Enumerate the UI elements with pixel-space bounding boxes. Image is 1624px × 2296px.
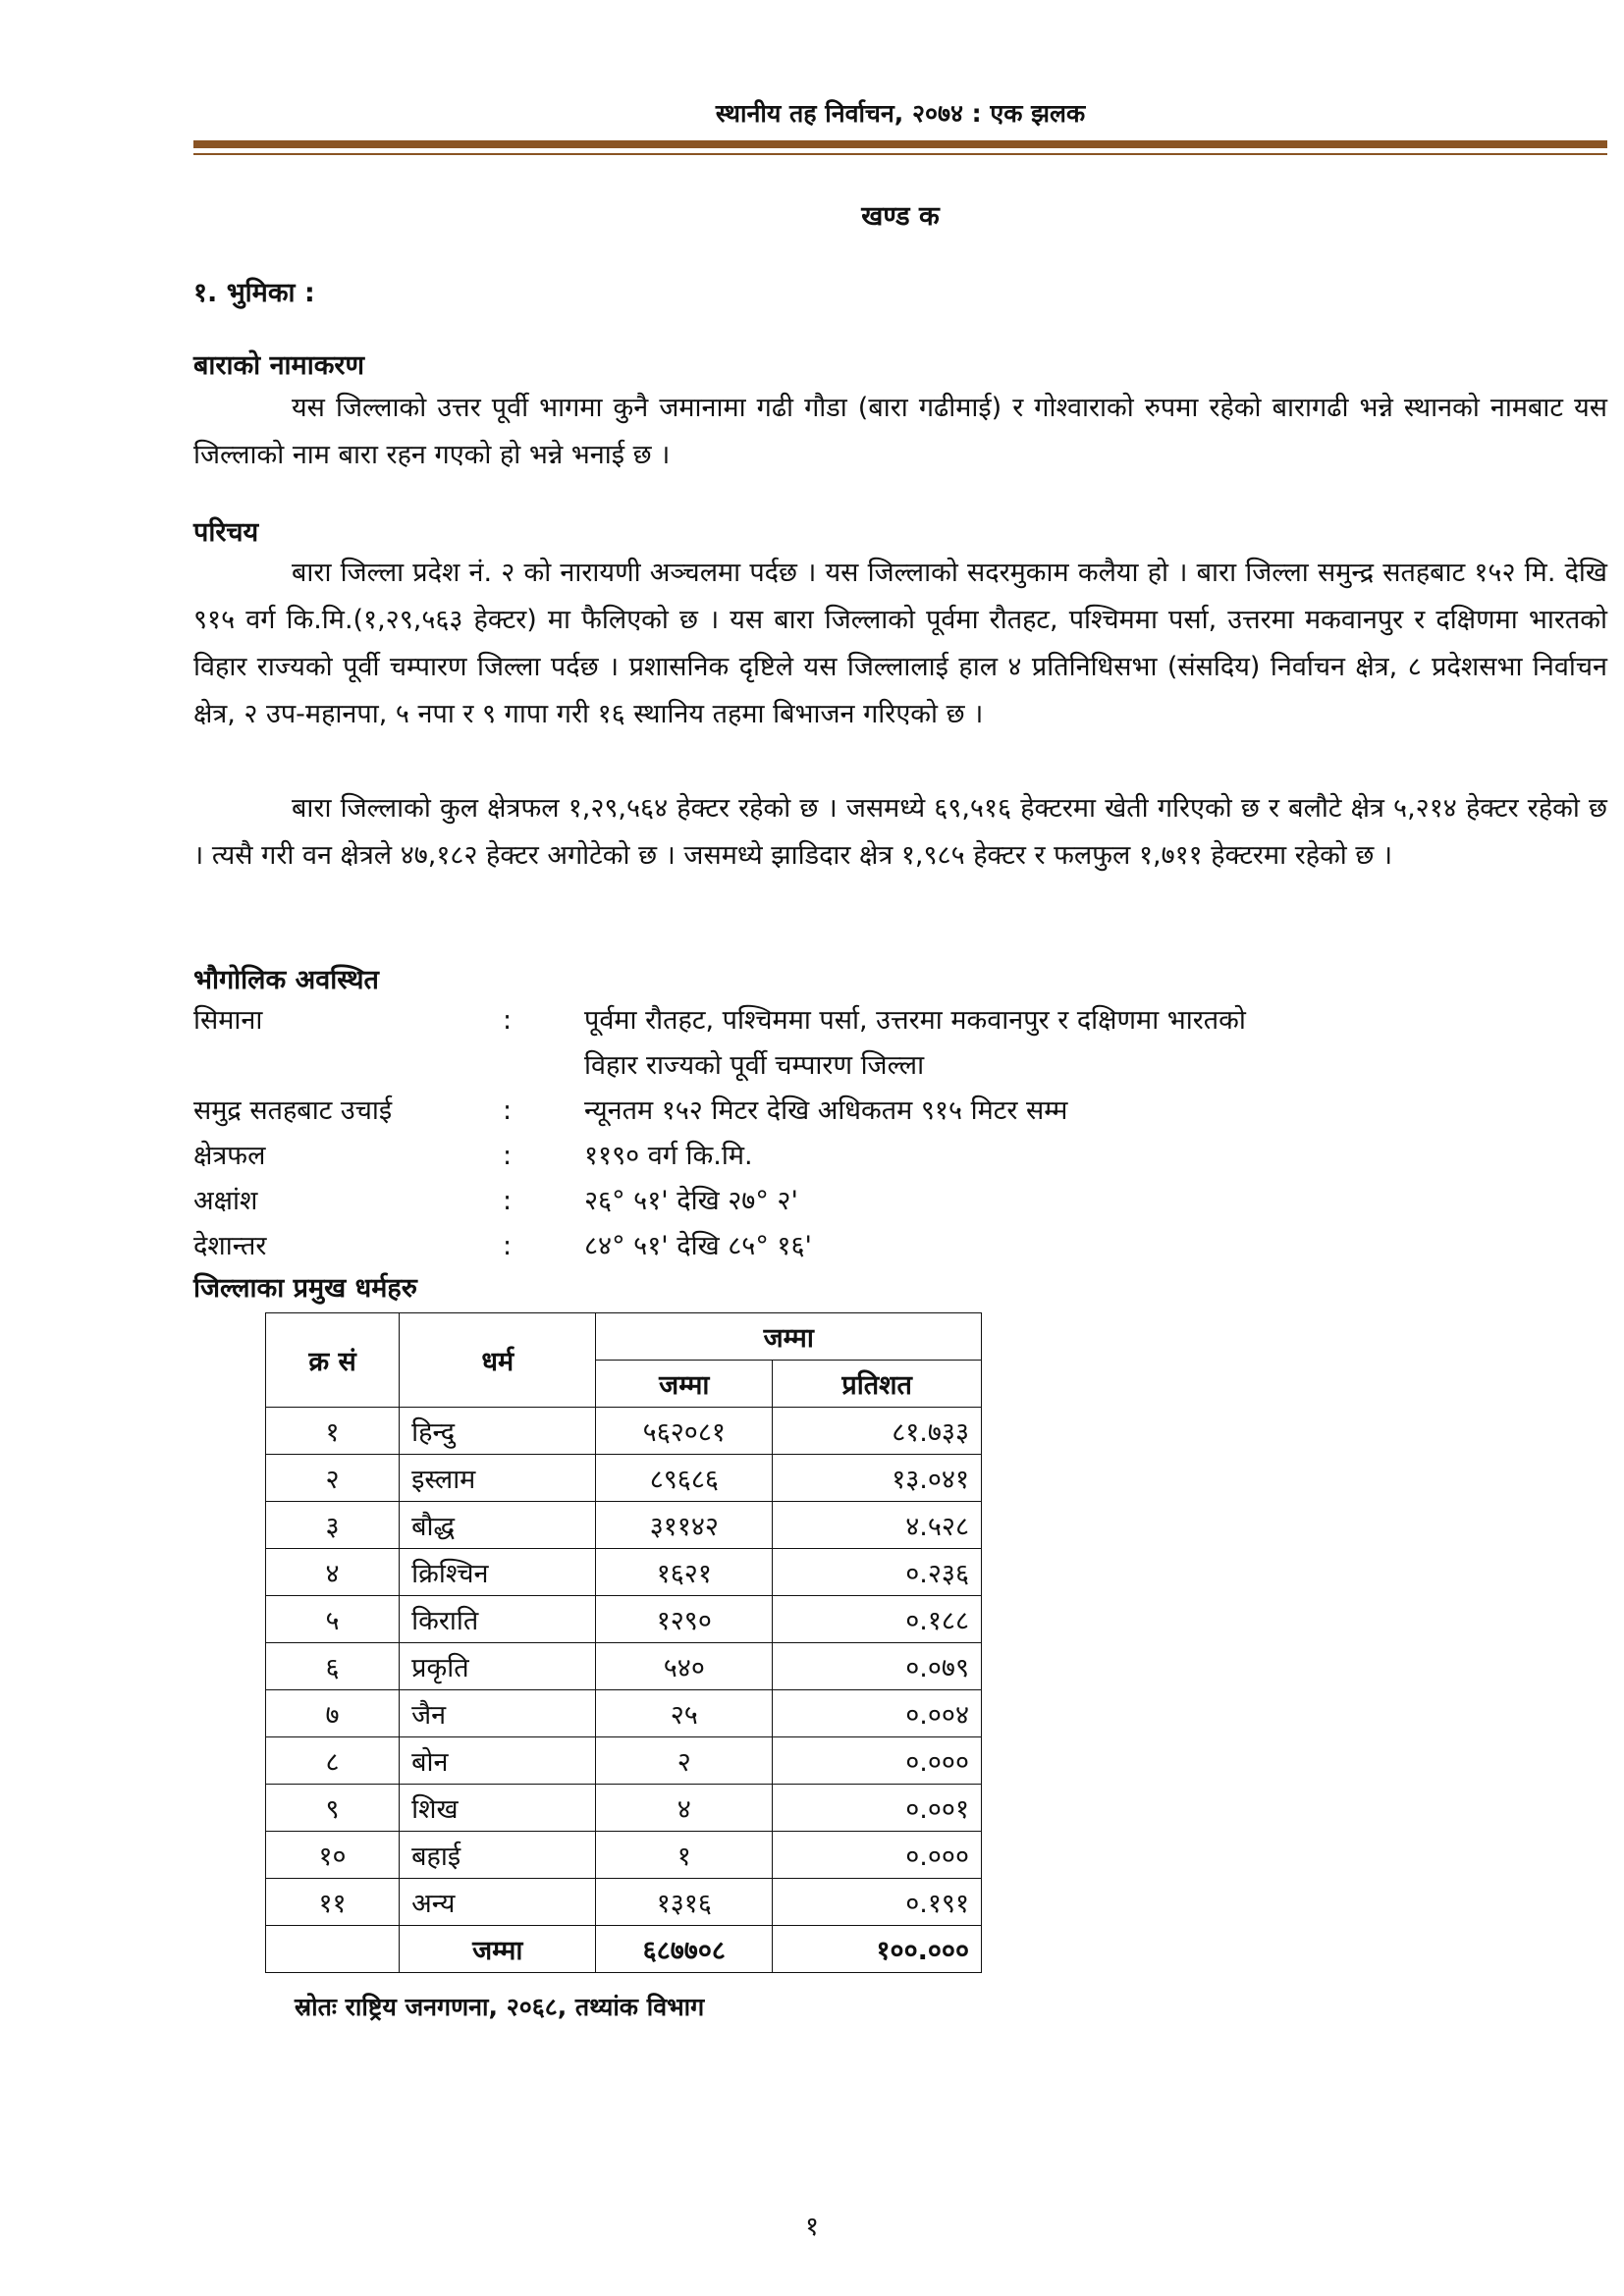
cell-total: १२९० (596, 1596, 773, 1643)
column-header-total: जम्मा (596, 1361, 773, 1408)
cell-total: ८९६८६ (596, 1455, 773, 1502)
cell-percent: १३.०४१ (773, 1455, 982, 1502)
cell-sn: ५ (266, 1596, 400, 1643)
cell-total: २ (596, 1737, 773, 1785)
cell-religion: शिख (400, 1785, 596, 1832)
cell-percent: ४.५२८ (773, 1502, 982, 1549)
table-row (266, 1455, 982, 1502)
cell-percent: ०.००० (773, 1737, 982, 1785)
table-row (266, 1408, 982, 1455)
heading-intro: परिचय (193, 517, 259, 548)
geo-label: क्षेत्रफल (193, 1141, 266, 1171)
table-row (266, 1832, 982, 1879)
cell-total-label: जम्मा (400, 1926, 596, 1973)
table-total-row (266, 1926, 982, 1973)
cell-sn: २ (266, 1455, 400, 1502)
table-row (266, 1596, 982, 1643)
cell-religion: बोन (400, 1737, 596, 1785)
heading-naming: बाराको नामाकरण (193, 350, 364, 381)
cell-percent: ८१.७३३ (773, 1408, 982, 1455)
geo-label: देशान्तर (193, 1231, 267, 1261)
geo-value: विहार राज्यको पूर्वी चम्पारण जिल्ला (584, 1050, 925, 1081)
table-row (266, 1549, 982, 1596)
cell-total: ४ (596, 1785, 773, 1832)
cell-sn: ३ (266, 1502, 400, 1549)
geo-colon: : (503, 1095, 513, 1126)
geo-colon: : (503, 1141, 513, 1171)
paragraph-intro-2: बारा जिल्लाको कुल क्षेत्रफल १,२९,५६४ हेक्टर रहेको छ । जसमध्ये ६९,५१६ हेक्टरमा खेती गरिएको छ र बलौटे क्षेत्र ५,२१४ हेक्टर रहेको छ । त्यसै गरी वन क्षेत्रले ४७,१८२ हेक्टर अगोटेको छ । जसमध्ये झाडिदार क्षेत्र १,९८५ हेक्टर र फलफुल १,७११ हेक्टरमा रहेको छ । (193, 793, 1607, 871)
cell-percent: ०.१९१ (773, 1879, 982, 1926)
cell-total: ५४० (596, 1643, 773, 1690)
cell-sn: ९ (266, 1785, 400, 1832)
table-row (266, 1690, 982, 1737)
cell-percent: ०.१८८ (773, 1596, 982, 1643)
header-rule-thin (193, 153, 1607, 155)
cell-sn: ६ (266, 1643, 400, 1690)
cell-sn: १० (266, 1832, 400, 1879)
paragraph-naming: यस जिल्लाको उत्तर पूर्वी भागमा कुनै जमानामा गढी गौडा (बारा गढीमाई) र गोश्वाराको रुपमा रहेको बारागढी भन्ने स्थानको नामबाट यस जिल्लाको नाम बारा रहन गएको हो भन्ने भनाई छ । (193, 393, 1607, 470)
column-header-group: जम्मा (596, 1313, 982, 1361)
table-row (266, 1643, 982, 1690)
cell-total: १ (596, 1832, 773, 1879)
cell-percent: ०.००१ (773, 1785, 982, 1832)
geo-colon: : (503, 1186, 513, 1216)
header-rule (193, 140, 1607, 148)
cell-total: २५ (596, 1690, 773, 1737)
cell-religion: बौद्ध (400, 1502, 596, 1549)
cell-percent: ०.०७९ (773, 1643, 982, 1690)
section-title: खण्ड क (861, 201, 940, 232)
cell-percent: १००.००० (773, 1926, 982, 1973)
heading-introduction: १. भुमिका : (193, 278, 315, 308)
running-header: स्थानीय तह निर्वाचन, २०७४ : एक झलक (715, 99, 1086, 128)
table-row (266, 1737, 982, 1785)
column-header-percent: प्रतिशत (773, 1361, 982, 1408)
table-row (266, 1879, 982, 1926)
geo-value: पूर्वमा रौतहट, पश्चिममा पर्सा, उत्तरमा मकवानपुर र दक्षिणमा भारतको (584, 1005, 1246, 1036)
cell-religion: अन्य (400, 1879, 596, 1926)
column-header-sn: क्र सं (266, 1313, 400, 1408)
cell-total: १६२१ (596, 1549, 773, 1596)
heading-geography: भौगोलिक अवस्थित (193, 965, 379, 995)
geo-colon: : (503, 1005, 513, 1036)
cell-religion: इस्लाम (400, 1455, 596, 1502)
cell-sn-empty (266, 1926, 400, 1973)
religion-table (265, 1312, 982, 1973)
geo-value: ८४° ५१' देखि ८५° १६' (584, 1231, 812, 1261)
table-row (266, 1785, 982, 1832)
geo-label: सिमाना (193, 1005, 263, 1036)
cell-total: ३११४२ (596, 1502, 773, 1549)
table-row (266, 1502, 982, 1549)
cell-total: १३१६ (596, 1879, 773, 1926)
geo-colon: : (503, 1231, 513, 1261)
cell-percent: ०.२३६ (773, 1549, 982, 1596)
cell-religion: हिन्दु (400, 1408, 596, 1455)
heading-religions: जिल्लाका प्रमुख धर्महरु (193, 1273, 417, 1304)
cell-sn: १ (266, 1408, 400, 1455)
cell-total: ५६२०८१ (596, 1408, 773, 1455)
paragraph-intro-1: बारा जिल्ला प्रदेश नं. २ को नारायणी अञ्चलमा पर्दछ । यस जिल्लाको सदरमुकाम कलैया हो । बारा जिल्ला समुन्द्र सतहबाट १५२ मि. देखि ९१५ वर्ग कि.मि.(१,२९,५६३ हेक्टर) मा फैलिएको छ । यस बारा जिल्लाको पूर्वमा रौतहट, पश्चिममा पर्सा, उत्तरमा मकवानपुर र दक्षिणमा भारतको विहार राज्यको पूर्वी चम्पारण जिल्ला पर्दछ । प्रशासनिक दृष्टिले यस जिल्लालाई हाल ४ प्रतिनिधिसभा (संसदिय) निर्वाचन क्षेत्र, ८ प्रदेशसभा निर्वाचन क्षेत्र, २ उप-महानपा, ५ नपा र ९ गापा गरी १६ स्थानिय तहमा बिभाजन गरिएको छ । (193, 558, 1607, 729)
geo-value: २६° ५१' देखि २७° २' (584, 1186, 798, 1216)
cell-sn: ४ (266, 1549, 400, 1596)
geo-value: न्यूनतम १५२ मिटर देखि अधिकतम ९१५ मिटर सम्म (584, 1095, 1068, 1126)
cell-sn: ७ (266, 1690, 400, 1737)
cell-religion: प्रकृति (400, 1643, 596, 1690)
geo-value: ११९० वर्ग कि.मि. (584, 1141, 753, 1171)
cell-percent: ०.००४ (773, 1690, 982, 1737)
cell-total: ६८७७०८ (596, 1926, 773, 1973)
geo-label: समुद्र सतहबाट उचाई (193, 1095, 393, 1126)
cell-religion: जैन (400, 1690, 596, 1737)
cell-sn: ११ (266, 1879, 400, 1926)
cell-sn: ८ (266, 1737, 400, 1785)
cell-religion: क्रिश्चिन (400, 1549, 596, 1596)
cell-religion: किराति (400, 1596, 596, 1643)
column-header-religion: धर्म (400, 1313, 596, 1408)
geo-label: अक्षांश (193, 1186, 258, 1216)
cell-percent: ०.००० (773, 1832, 982, 1879)
cell-religion: बहाई (400, 1832, 596, 1879)
page-number: १ (804, 2212, 820, 2242)
table-source: स्रोतः राष्ट्रिय जनगणना, २०६८, तथ्यांक विभाग (295, 1993, 705, 2021)
